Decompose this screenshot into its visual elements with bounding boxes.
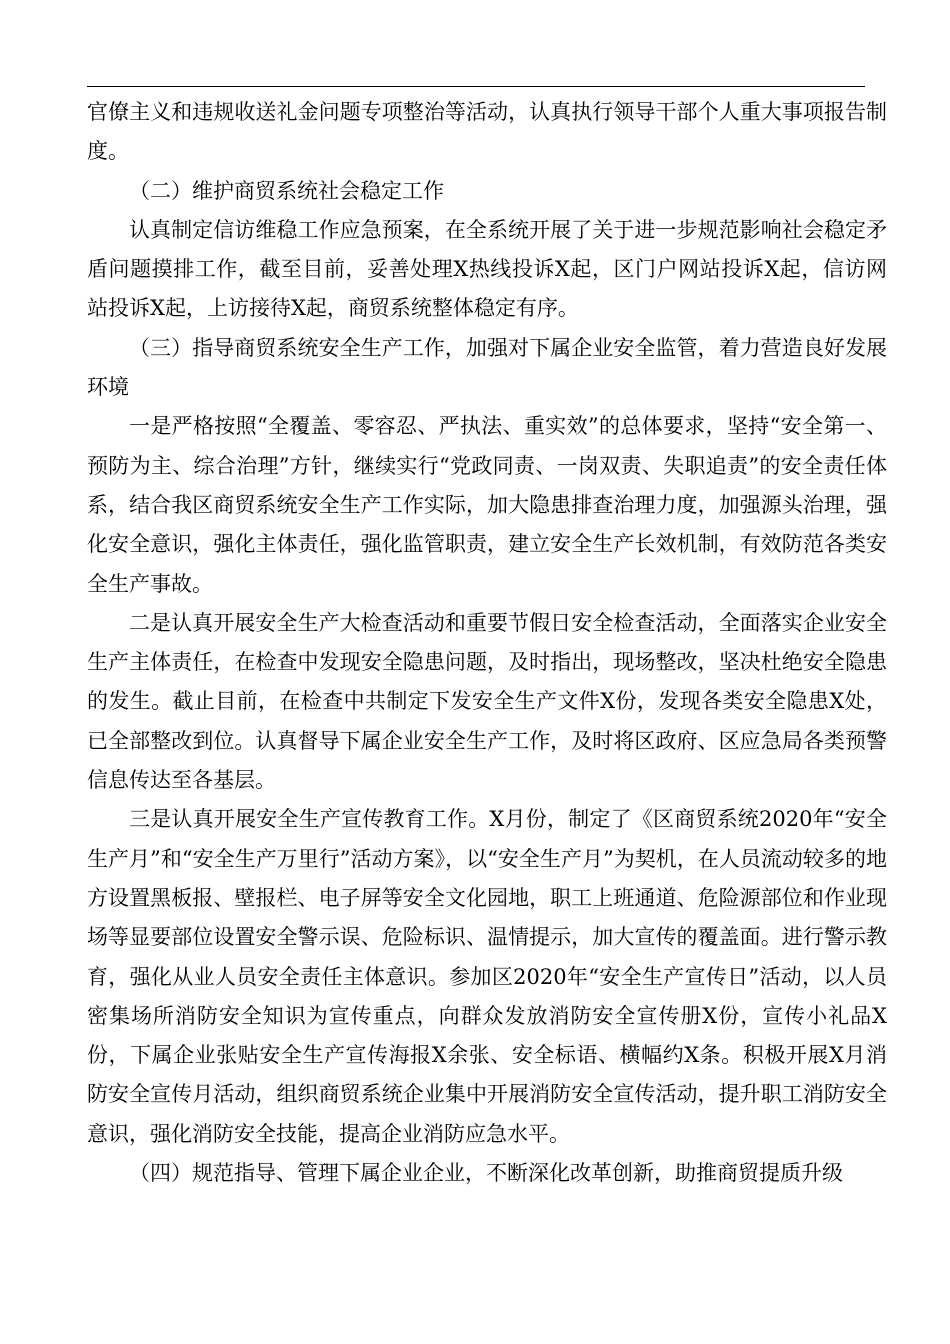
section-heading-4: （四）规范指导、管理下属企业企业，不断深化改革创新，助推商贸提质升级 bbox=[129, 1161, 843, 1186]
paragraph-continuation: 官僚主义和违规收送礼金问题专项整治等活动，认真执行领导干部个人重大事项报告制度。 bbox=[87, 100, 887, 164]
paragraph-stability: 认真制定信访维稳工作应急预案，在全系统开展了关于进一步规范影响社会稳定矛盾问题摸排工作，截至目前，妥善处理X热线投诉X起，区门户网站投诉X起，信访网站投诉X起，上访接待X起，商贸系统整体稳定有序。 bbox=[87, 217, 887, 321]
paragraph-item-3: 三是认真开展安全生产宣传教育工作。X月份，制定了《区商贸系统2020年“安全生产月”和“安全生产万里行”活动方案》，以“安全生产月”为契机，在人员流动较多的地方设置黑板报、壁报栏、电子屏等安全文化园地，职工上班通道、危险源部位和作业现场等显要部位设置安全警示误、危险标识、温情提示，加大宣传的覆盖面。进行警示教育，强化从业人员安全责任主体意识。参加区2020年“安全生产宣传日”活动，以人员密集场所消防安全知识为宣传重点，向群众发放消防安全宣传册X份，宣传小礼品X份，下属企业张贴安全生产宣传海报X余张、安全标语、横幅约X条。积极开展X月消防安全宣传月活动，组织商贸系统企业集中开展消防安全宣传活动，提升职工消防安全意识，强化消防安全技能，提高企业消防应急水平。 bbox=[87, 807, 887, 1146]
section-heading-3: （三）指导商贸系统安全生产工作，加强对下属企业安全监管，着力营造良好发展环境 bbox=[87, 335, 887, 400]
paragraph-item-1: 一是严格按照“全覆盖、零容忍、严执法、重实效”的总体要求，坚持“安全第一、预防为主、综合治理”方针，继续实行“党政同责、一岗双责、失职追责”的安全责任体系，结合我区商贸系统安全生产工作实际，加大隐患排查治理力度，加强源头治理，强化安全意识，强化主体责任，强化监管职责，建立安全生产长效机制，有效防范各类安全生产事故。 bbox=[87, 414, 887, 596]
paragraph-item-2: 二是认真开展安全生产大检查活动和重要节假日安全检查活动，全面落实企业安全生产主体责任，在检查中发现安全隐患问题，及时指出，现场整改，坚决杜绝安全隐患的发生。截止目前，在检查中共制定下发安全生产文件X份，发现各类安全隐患X处，已全部整改到位。认真督导下属企业安全生产工作，及时将区政府、区应急局各类预警信息传达至各基层。 bbox=[87, 610, 887, 793]
section-heading-2: （二）维护商贸系统社会稳定工作 bbox=[129, 178, 444, 203]
document-body bbox=[87, 93, 887, 1193]
header-rule bbox=[87, 86, 865, 87]
